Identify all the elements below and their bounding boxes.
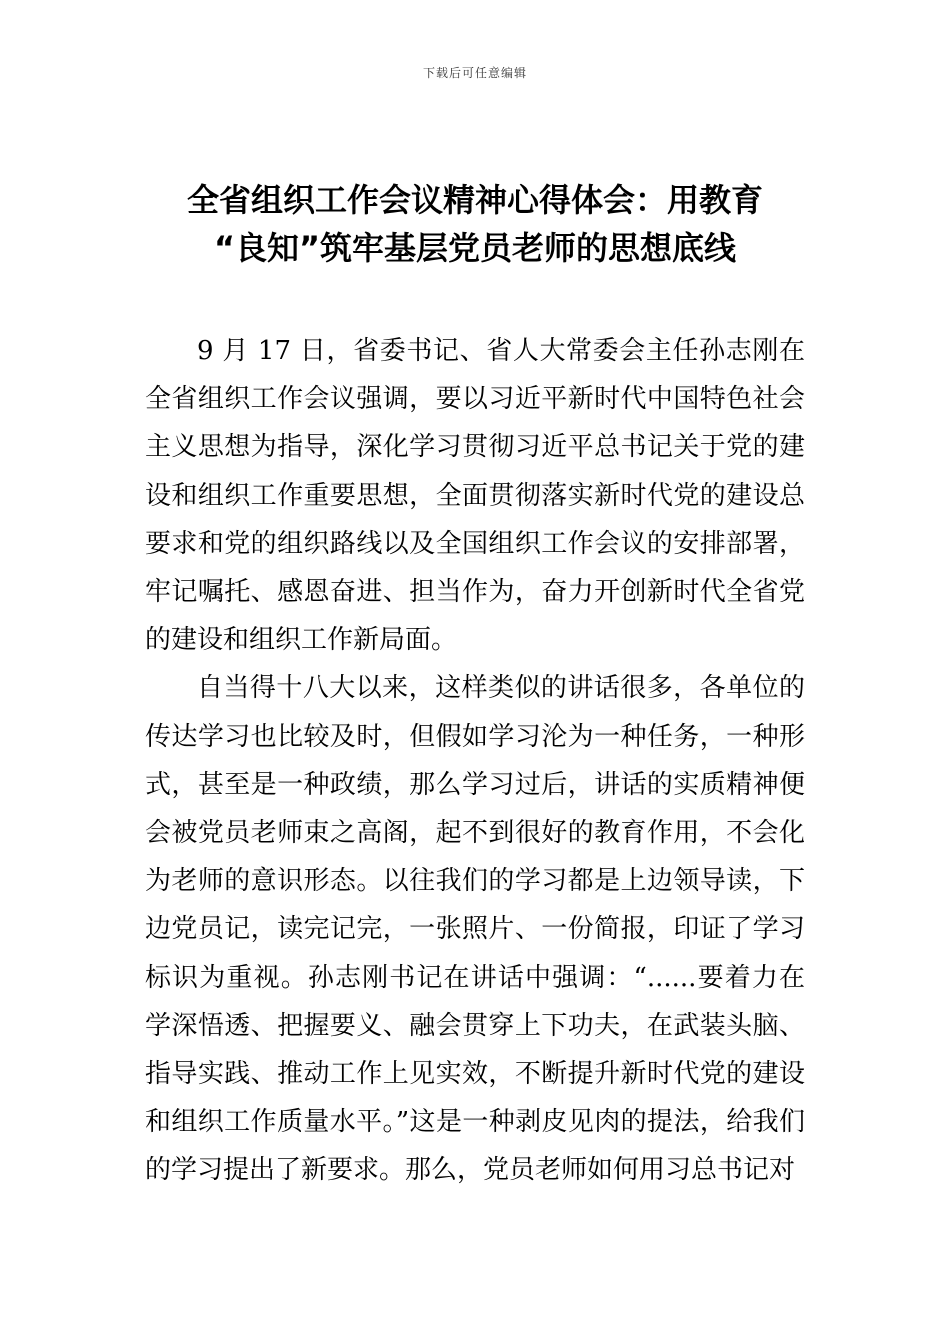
document-title bbox=[120, 176, 830, 272]
header-note: 下载后可任意编辑 bbox=[422, 66, 527, 80]
paragraph-2: 自当得十八大以来，这样类似的讲话很多，各单位的传达学习也比较及时，但假如学习沦为一种任务，一种形式，甚至是一种政绩，那么学习过后，讲话的实质精神便会被党员老师束之高阁，起不到很好的教育作用，不会化为老师的意识形态。以往我们的学习都是上边领导读，下边党员记，读完记完，一张照片、一份简报，印证了学习标识为重视。孙志刚书记在讲话中强调：“......要着力在学深悟透、把握要义、融会贯穿上下功夫，在武装头脑、指导实践、推动工作上见实效，不断提升新时代党的建设和组织工作质量水平。”这是一种剥皮见肉的提法，给我们的学习提出了新要求。那么，党员老师如何用习总书记对 bbox=[145, 673, 805, 1186]
title-line-1: 全省组织工作会议精神心得体会：用教育 bbox=[186, 181, 763, 219]
paragraph-1: 9 月 17 日，省委书记、省人大常委会主任孙志刚在全省组织工作会议强调，要以习近平新时代中国特色社会主义思想为指导，深化学习贯彻习近平总书记关于党的建设和组织工作重要思想，全面贯彻落实新时代党的建设总要求和党的组织路线以及全国组织工作会议的安排部署，牢记嘱托、感恩奋进、担当作为，奋力开创新时代全省党的建设和组织工作新局面。 bbox=[145, 336, 805, 656]
title-line-2: “良知”筑牢基层党员老师的思想底线 bbox=[213, 229, 737, 267]
document-body bbox=[145, 327, 805, 1195]
